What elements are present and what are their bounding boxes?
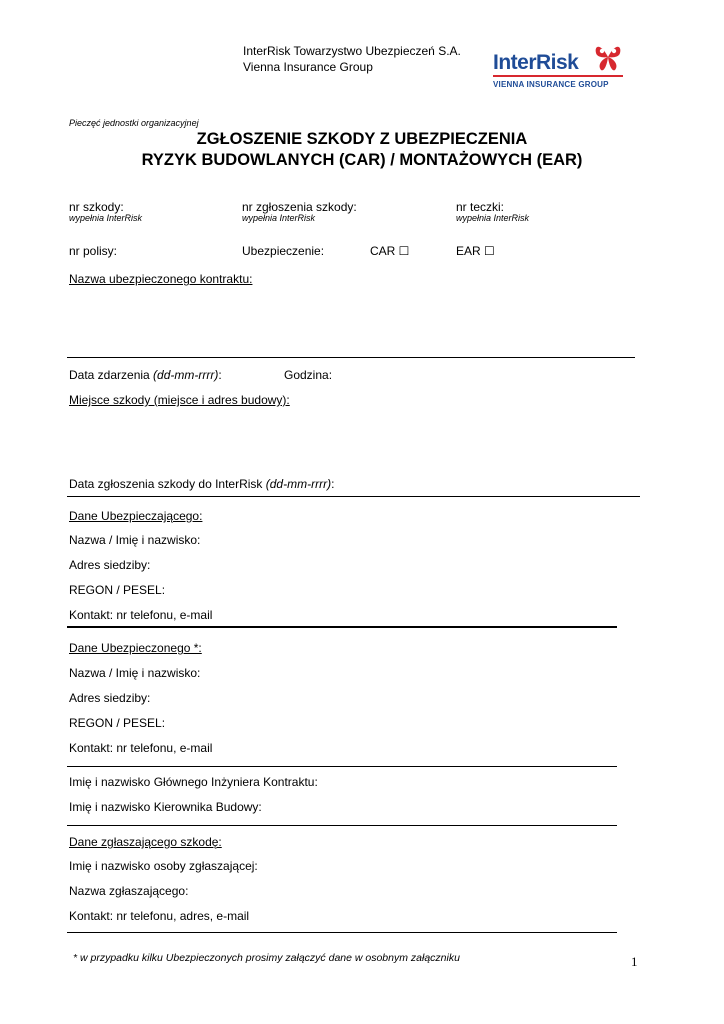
report-date-divider — [67, 496, 640, 497]
insured-heading: Dane Ubezpieczonego *: — [69, 641, 202, 655]
contract-divider — [67, 357, 635, 358]
company-line-2: Vienna Insurance Group — [243, 60, 373, 74]
policyholder-name-label: Nazwa / Imię i nazwisko: — [69, 533, 201, 547]
reporter-divider — [67, 932, 617, 933]
claim-number-label: nr szkody: — [69, 200, 124, 214]
interrisk-logo — [490, 38, 625, 94]
site-manager-label: Imię i nazwisko Kierownika Budowy: — [69, 800, 262, 814]
footnote: * w przypadku kilku Ubezpieczonych prosimy załączyć dane w osobnym załączniku — [73, 952, 460, 964]
insured-address-label: Adres siedziby: — [69, 691, 151, 705]
chief-engineer-label: Imię i nazwisko Głównego Inżyniera Kontraktu: — [69, 775, 318, 789]
policyholder-divider — [67, 626, 617, 628]
policyholder-regon-label: REGON / PESEL: — [69, 583, 166, 597]
report-date-label: Data zgłoszenia szkody do InterRisk (dd-mm-rrrr): — [69, 477, 335, 491]
reporter-name-label: Nazwa zgłaszającego: — [69, 884, 189, 898]
insured-contact-label: Kontakt: nr telefonu, e-mail — [69, 741, 213, 755]
car-checkbox[interactable]: CAR ☐ — [370, 244, 410, 258]
claim-number-note: wypełnia InterRisk — [69, 213, 143, 223]
form-title-line-1: ZGŁOSZENIE SZKODY Z UBEZPIECZENIA — [196, 130, 528, 148]
logo-text: InterRisk — [493, 51, 579, 74]
insured-divider — [67, 766, 617, 767]
company-line-1: InterRisk Towarzystwo Ubezpieczeń S.A. — [243, 44, 461, 58]
form-title-line-2: RYZYK BUDOWLANYCH (CAR) / MONTAŻOWYCH (EAR) — [141, 151, 583, 169]
ear-checkbox[interactable]: EAR ☐ — [456, 244, 495, 258]
company-name — [243, 43, 461, 75]
reporter-contact-label: Kontakt: nr telefonu, adres, e-mail — [69, 909, 250, 923]
event-date-label: Data zdarzenia (dd-mm-rrrr): — [69, 368, 222, 382]
damage-place-label: Miejsce szkody (miejsce i adres budowy): — [69, 393, 290, 407]
reporter-person-label: Imię i nazwisko osoby zgłaszającej: — [69, 859, 258, 873]
policy-number-label: nr polisy: — [69, 244, 118, 258]
report-number-note: wypełnia InterRisk — [242, 213, 316, 223]
logo-divider — [493, 75, 623, 77]
policyholder-contact-label: Kontakt: nr telefonu, e-mail — [69, 608, 213, 622]
insured-regon-label: REGON / PESEL: — [69, 716, 166, 730]
stamp-label: Pieczęć jednostki organizacyjnej — [69, 118, 199, 128]
logo-subtext: VIENNA INSURANCE GROUP — [493, 80, 609, 89]
event-time-label: Godzina: — [284, 368, 333, 382]
insurance-type-label: Ubezpieczenie: — [242, 244, 325, 258]
page-number: 1 — [631, 954, 638, 969]
file-number-label: nr teczki: — [456, 200, 505, 214]
contract-name-label: Nazwa ubezpieczonego kontraktu: — [69, 272, 253, 286]
report-number-label: nr zgłoszenia szkody: — [242, 200, 357, 214]
file-number-note: wypełnia InterRisk — [456, 213, 530, 223]
insured-name-label: Nazwa / Imię i nazwisko: — [69, 666, 201, 680]
reporter-heading: Dane zgłaszającego szkodę: — [69, 835, 222, 849]
policyholder-heading: Dane Ubezpieczającego: — [69, 509, 203, 523]
policyholder-address-label: Adres siedziby: — [69, 558, 151, 572]
butterfly-icon — [593, 41, 623, 73]
engineers-divider — [67, 825, 617, 826]
